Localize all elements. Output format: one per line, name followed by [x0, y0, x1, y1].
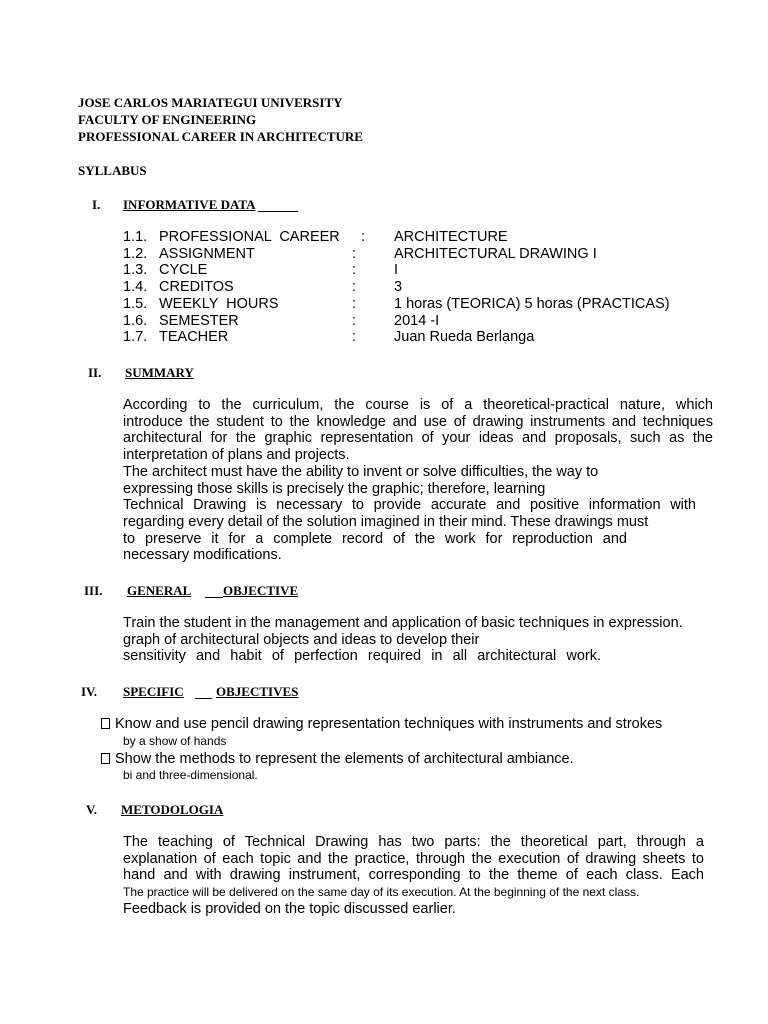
info-label: PROFESSIONAL CAREER [159, 229, 340, 245]
info-value: ARCHITECTURE [394, 229, 508, 245]
specific-objective-text: Show the methods to represent the elements of architectural ambiance. [115, 751, 574, 767]
specific-objective-item [101, 751, 574, 767]
info-value: Juan Rueda Berlanga [394, 329, 535, 346]
info-value: I [394, 262, 399, 279]
info-num: 1.3. [123, 262, 148, 279]
faculty-name: FACULTY OF ENGINEERING [78, 112, 257, 127]
info-num: 1.6. [123, 312, 148, 329]
title-underline-gap [195, 698, 212, 699]
university-name: JOSE CARLOS MARIATEGUI UNIVERSITY [78, 95, 343, 110]
general-objective-line: graph of architectural objects and ideas to develop their [123, 631, 480, 648]
summary-line: architectural for the graphic representation of your ideas and proposals, such as the [123, 430, 713, 447]
info-label: CREDITOS [159, 279, 234, 296]
bullet-icon [101, 753, 110, 764]
methodology-line: Feedback is provided on the topic discussed earlier. [123, 900, 456, 917]
specific-objective-subtext: bi and three-dimensional. [123, 768, 258, 782]
summary-line: to preserve it for a complete record of the work for reproduction and [123, 530, 627, 547]
career-name: PROFESSIONAL CAREER IN ARCHITECTURE [78, 129, 363, 144]
info-label: WEEKLY HOURS [159, 295, 279, 312]
section-title-informative-data: INFORMATIVE DATA [123, 197, 256, 212]
info-num: 1.5. [123, 295, 148, 312]
info-label: SEMESTER [159, 312, 239, 329]
summary-line: necessary modifications. [123, 547, 282, 564]
section-title-specific: SPECIFIC [123, 684, 184, 699]
summary-line: According to the curriculum, the course is of a theoretical-practical nature, which [123, 397, 713, 413]
section-number: V. [86, 802, 97, 817]
info-sep: : [352, 312, 357, 329]
info-label: CYCLE [159, 262, 208, 279]
info-value: 3 [394, 279, 403, 296]
section-title-objectives: OBJECTIVES [216, 684, 299, 699]
section-title-objective: OBJECTIVE [223, 583, 299, 598]
methodology-paragraph [123, 834, 704, 918]
title-underline-extension [258, 211, 298, 212]
info-values [394, 229, 670, 346]
info-value: ARCHITECTURAL DRAWING I [394, 245, 597, 262]
general-objective-line: sensitivity and habit of perfection required in all architectural work. [123, 648, 601, 665]
info-sep: : [352, 262, 357, 279]
info-sep: : [352, 329, 357, 346]
document-type: SYLLABUS [78, 163, 147, 178]
section-title-general: GENERAL [127, 583, 192, 598]
methodology-line: The practice will be delivered on the same day of its execution. At the beginning of the next class. [123, 885, 640, 900]
summary-paragraph [123, 397, 713, 564]
summary-line: The architect must have the ability to invent or solve difficulties, the way to [123, 463, 599, 480]
section-number: III. [84, 583, 103, 598]
info-num: 1.7. [123, 329, 148, 346]
info-labels [159, 229, 340, 346]
section-title-methodology: METODOLOGIA [121, 802, 224, 817]
info-sep: : [352, 295, 357, 312]
info-sep: : [352, 279, 357, 296]
info-num: 1.4. [123, 279, 148, 296]
summary-line: interpretation of plans and projects. [123, 447, 350, 464]
general-objective-paragraph [123, 615, 713, 665]
summary-line: regarding every detail of the solution imagined in their mind. These drawings must [123, 513, 649, 530]
specific-objective-subtext: by a show of hands [123, 734, 227, 748]
section-title-summary: SUMMARY [125, 365, 194, 380]
section-number: II. [88, 365, 102, 380]
methodology-line: explanation of each topic and the practice, through the execution of drawing sheets to [123, 850, 704, 867]
methodology-line: hand and with drawing instrument, corresponding to the theme of each class. Each [123, 867, 704, 884]
info-sep: : [352, 245, 357, 262]
info-value: 2014 -I [394, 312, 440, 329]
summary-line: introduce the student to the knowledge and use of drawing instruments and techniques [123, 413, 713, 430]
specific-objective-item [101, 716, 662, 732]
section-number: I. [92, 197, 101, 212]
bullet-icon [101, 718, 110, 729]
info-label: ASSIGNMENT [159, 245, 255, 262]
section-number: IV. [81, 684, 98, 699]
summary-line: expressing those skills is precisely the graphic; therefore, learning [123, 480, 546, 497]
methodology-line: The teaching of Technical Drawing has two parts: the theoretical part, through a [123, 834, 704, 850]
title-underline-gap [205, 597, 223, 598]
info-num: 1.1. [123, 229, 148, 245]
info-sep: : [361, 229, 366, 245]
info-separators [352, 229, 365, 346]
general-objective-line: Train the student in the management and application of basic techniques in expression. [123, 615, 683, 631]
info-numbers [123, 229, 147, 346]
summary-line: Technical Drawing is necessary to provide accurate and positive information with [123, 497, 696, 514]
info-num: 1.2. [123, 245, 148, 262]
specific-objective-text: Know and use pencil drawing representation techniques with instruments and strokes [115, 716, 663, 732]
info-label: TEACHER [159, 329, 229, 346]
info-value: 1 horas (TEORICA) 5 horas (PRACTICAS) [394, 295, 670, 312]
